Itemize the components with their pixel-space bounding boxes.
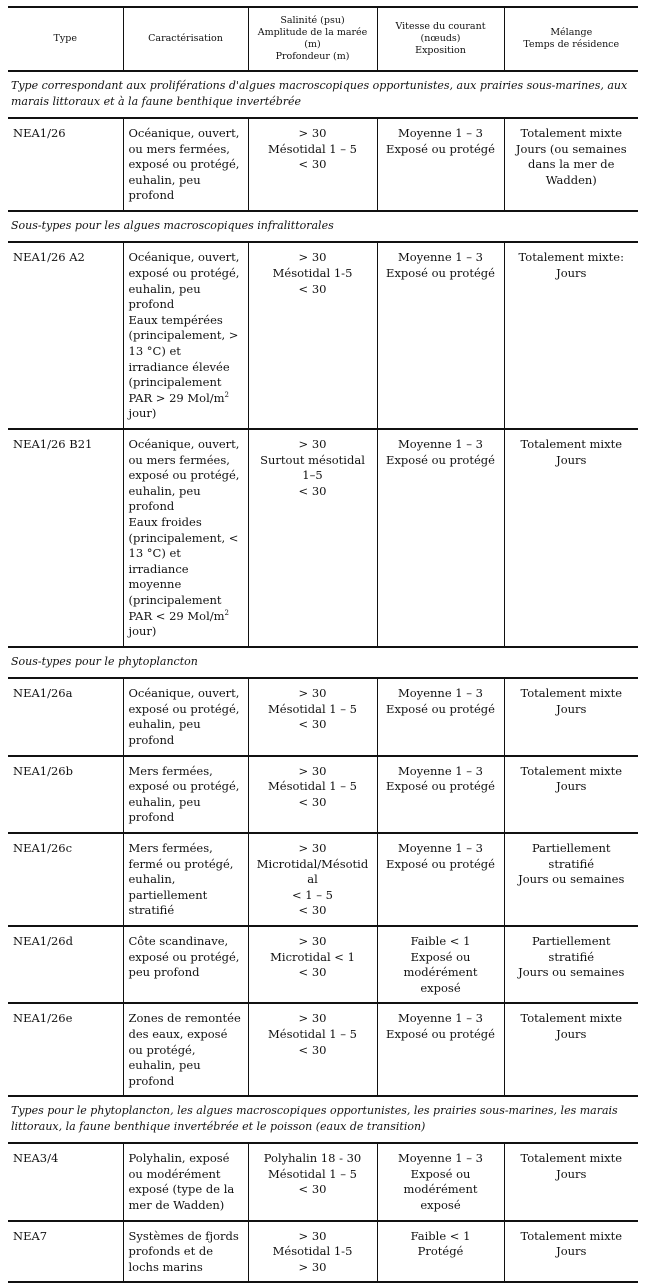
cell-type: NEA7 [8,1221,123,1283]
header-characterisation: Caractérisation [123,7,248,71]
table-row [8,756,638,833]
cell-current [377,926,504,1003]
characterisation-text: Mers fermées, exposé ou protégé, euhalin, peu profond [128,763,240,825]
cell-current [377,833,504,926]
table-row [8,1221,638,1283]
salinity-line: Mésotidal 1 – 5 [268,141,357,156]
current-line: Faible < 1 [410,933,471,948]
cell-characterisation [123,242,248,429]
cell-type: NEA1/26 A2 [8,242,123,429]
current-line: Moyenne 1 – 3 [398,763,483,778]
salinity-line: < 30 [298,903,327,918]
salinity-line: Microtidal/Mésotidal [256,856,369,887]
current-line: Exposé ou protégé [386,452,495,467]
conditions-suffix: jour) [128,406,157,421]
salinity-line: > 30 [298,126,327,140]
table-row [8,1003,638,1096]
cell-current [377,1221,504,1283]
cell-mixing [504,1003,638,1096]
current-line: Exposé ou protégé [386,1026,495,1041]
salinity-line: Mésotidal 1-5 [272,266,353,281]
cell-current [377,242,504,429]
cell-type: NEA1/26d [8,926,123,1003]
cell-type: NEA3/4 [8,1143,123,1220]
current-line: Moyenne 1 – 3 [398,686,483,701]
current-line: Exposé ou protégé [386,856,495,871]
salinity-line: Mésotidal 1 – 5 [268,779,357,794]
section-title: Sous-types pour le phytoplancton [8,647,638,679]
mixing-line: Jours [556,779,587,794]
conditions-text: Eaux froides (principalement, < 13 °C) et irradiance moyenne (principalement PAR < 29 Mol/m [128,514,239,623]
salinity-line: > 30 [298,840,327,855]
cell-salinity [248,833,377,926]
cell-current [377,756,504,833]
cell-current [377,1003,504,1096]
salinity-line: < 30 [298,1182,327,1197]
section-title: Types pour le phytoplancton, les algues macroscopiques opportunistes, les prairies sous-marines, les marais littoraux, la faune benthique invertébrée et le poisson (eaux de transition) [8,1096,638,1143]
header-current: Vitesse du courant (nœuds) Exposition [377,7,504,71]
salinity-line: < 30 [298,965,327,980]
cell-characterisation [123,1221,248,1283]
salinity-line: < 30 [298,157,327,172]
salinity-line: Surtout mésotidal 1–5 [260,452,365,483]
salinity-line: < 30 [298,794,327,809]
mixing-line: Jours [556,1244,587,1259]
mixing-line: Jours ou semaines [518,965,625,980]
cell-type: NEA1/26b [8,756,123,833]
table-row [8,926,638,1003]
header-salinity: Salinité (psu) Amplitude de la marée (m) Profondeur (m) [248,7,377,71]
characterisation-text: Océanique, ouvert, ou mers fermées, exposé ou protégé, euhalin, peu profond [128,437,240,514]
table-row [8,118,638,211]
salinity-line: > 30 [298,250,327,265]
cell-salinity [248,926,377,1003]
table-body [8,71,638,1282]
mixing-line: Totalement mixte [520,126,623,140]
cell-characterisation [123,926,248,1003]
section-row [8,211,638,243]
cell-salinity [248,1221,377,1283]
cell-mixing [504,833,638,926]
mixing-line: Jours [556,701,587,716]
cell-mixing [504,1221,638,1283]
cell-mixing [504,678,638,755]
salinity-line: Microtidal < 1 [270,949,355,964]
cell-salinity [248,1003,377,1096]
salinity-line: > 30 [298,763,327,778]
cell-salinity [248,1143,377,1220]
cell-mixing [504,429,638,647]
salinity-line: > 30 [298,437,327,451]
cell-characterisation [123,429,248,647]
conditions-suffix: jour) [128,624,157,639]
cell-characterisation [123,678,248,755]
section-title: Sous-types pour les algues macroscopiques infralittorales [8,211,638,243]
table-row [8,833,638,926]
characterisation-text: Mers fermées, fermé ou protégé, euhalin, partiellement stratifié [128,840,234,918]
header-mixing: Mélange Temps de résidence [504,7,638,71]
salinity-line: > 30 [298,686,327,701]
mixing-line: Jours [556,266,587,281]
salinity-line: < 30 [298,717,327,732]
salinity-line: < 30 [298,1042,327,1057]
cell-type: NEA1/26 B21 [8,429,123,647]
characterisation-text: Polyhalin, exposé ou modérément exposé (type de la mer de Wadden) [128,1151,235,1213]
table-row [8,242,638,429]
cell-characterisation [123,756,248,833]
salinity-line: < 30 [298,281,327,296]
cell-current [377,118,504,211]
section-row [8,647,638,679]
characterisation-text: Zones de remontée des eaux, exposé ou protégé, euhalin, peu profond [128,1011,241,1088]
salinity-line: > 30 [298,1259,327,1274]
cell-mixing [504,242,638,429]
section-row [8,1096,638,1143]
cell-current [377,678,504,755]
mixing-line: Jours [556,1026,587,1041]
cell-mixing [504,118,638,211]
mixing-line: Totalement mixte [520,1011,623,1026]
superscript: 2 [224,390,230,399]
water-types-table [8,6,638,1283]
characterisation-text: Océanique, ouvert, exposé ou protégé, euhalin, peu profond [128,250,240,312]
header-type: Type [8,7,123,71]
current-line: Exposé ou modérément exposé [403,949,478,995]
current-line: Faible < 1 [410,1228,471,1243]
salinity-line: > 30 [298,933,327,948]
salinity-line: < 30 [298,483,327,498]
salinity-line: Mésotidal 1 – 5 [268,1166,357,1181]
mixing-line: Totalement mixte [520,437,623,451]
salinity-line: < 1 – 5 [292,887,333,902]
characterisation-conditions [129,313,243,422]
cell-type: NEA1/26c [8,833,123,926]
section-title: Type correspondant aux proliférations d'algues macroscopiques opportunistes, aux prairies sous-marines, aux marais littoraux et à la faune benthique invertébrée [8,71,638,118]
current-line: Exposé ou protégé [386,141,495,156]
table-row [8,678,638,755]
mixing-line: Jours [556,452,587,467]
salinity-line: Mésotidal 1 – 5 [268,701,357,716]
characterisation-text: Côte scandinave, exposé ou protégé, peu profond [128,933,240,980]
characterisation-text: Océanique, ouvert, ou mers fermées, exposé ou protégé, euhalin, peu profond [128,126,240,203]
salinity-line: Mésotidal 1 – 5 [268,1026,357,1041]
mixing-line: Totalement mixte [520,1151,623,1166]
current-line: Moyenne 1 – 3 [398,250,483,265]
current-line: Exposé ou protégé [386,266,495,281]
cell-current [377,429,504,647]
salinity-line: > 30 [298,1011,327,1026]
cell-salinity [248,242,377,429]
cell-salinity [248,118,377,211]
characterisation-conditions [129,515,243,640]
cell-mixing [504,756,638,833]
salinity-line: > 30 [298,1228,327,1243]
cell-current [377,1143,504,1220]
cell-type: NEA1/26 [8,118,123,211]
current-line: Moyenne 1 – 3 [398,126,483,140]
cell-salinity [248,429,377,647]
characterisation-text: Systèmes de fjords profonds et de lochs marins [128,1228,239,1274]
cell-characterisation [123,1003,248,1096]
mixing-line: Jours [556,1166,587,1181]
salinity-line: Polyhalin 18 - 30 [263,1151,362,1166]
cell-salinity [248,756,377,833]
mixing-line: Jours (ou semaines dans la mer de Wadden) [515,141,627,187]
cell-mixing [504,1143,638,1220]
superscript: 2 [224,608,230,617]
current-line: Moyenne 1 – 3 [398,840,483,855]
cell-type: NEA1/26e [8,1003,123,1096]
current-line: Moyenne 1 – 3 [398,437,483,451]
mixing-line: Partiellement stratifié [531,840,611,871]
characterisation-text: Océanique, ouvert, exposé ou protégé, euhalin, peu profond [128,686,240,747]
salinity-line: Mésotidal 1-5 [272,1244,353,1259]
mixing-line: Totalement mixte [520,686,623,701]
cell-salinity [248,678,377,755]
table-row [8,429,638,647]
current-line: Exposé ou protégé [386,701,495,716]
current-line: Exposé ou protégé [386,779,495,794]
cell-characterisation [123,1143,248,1220]
cell-type: NEA1/26a [8,678,123,755]
table-header-row [8,7,638,71]
mixing-line: Totalement mixte [520,1228,623,1243]
mixing-line: Totalement mixte [520,763,623,778]
current-line: Protégé [417,1244,464,1259]
current-line: Exposé ou modérément exposé [403,1166,478,1213]
conditions-text: Eaux tempérées (principalement, > 13 °C) et irradiance élevée (principalement PAR > 29 Mol/m [128,312,239,405]
section-row [8,71,638,118]
cell-mixing [504,926,638,1003]
table-row [8,1143,638,1220]
current-line: Moyenne 1 – 3 [398,1011,483,1026]
mixing-line: Partiellement stratifié [531,933,611,964]
mixing-line: Jours ou semaines [518,872,625,887]
cell-characterisation [123,118,248,211]
mixing-line: Totalement mixte: [518,250,624,265]
current-line: Moyenne 1 – 3 [398,1151,483,1166]
cell-characterisation [123,833,248,926]
